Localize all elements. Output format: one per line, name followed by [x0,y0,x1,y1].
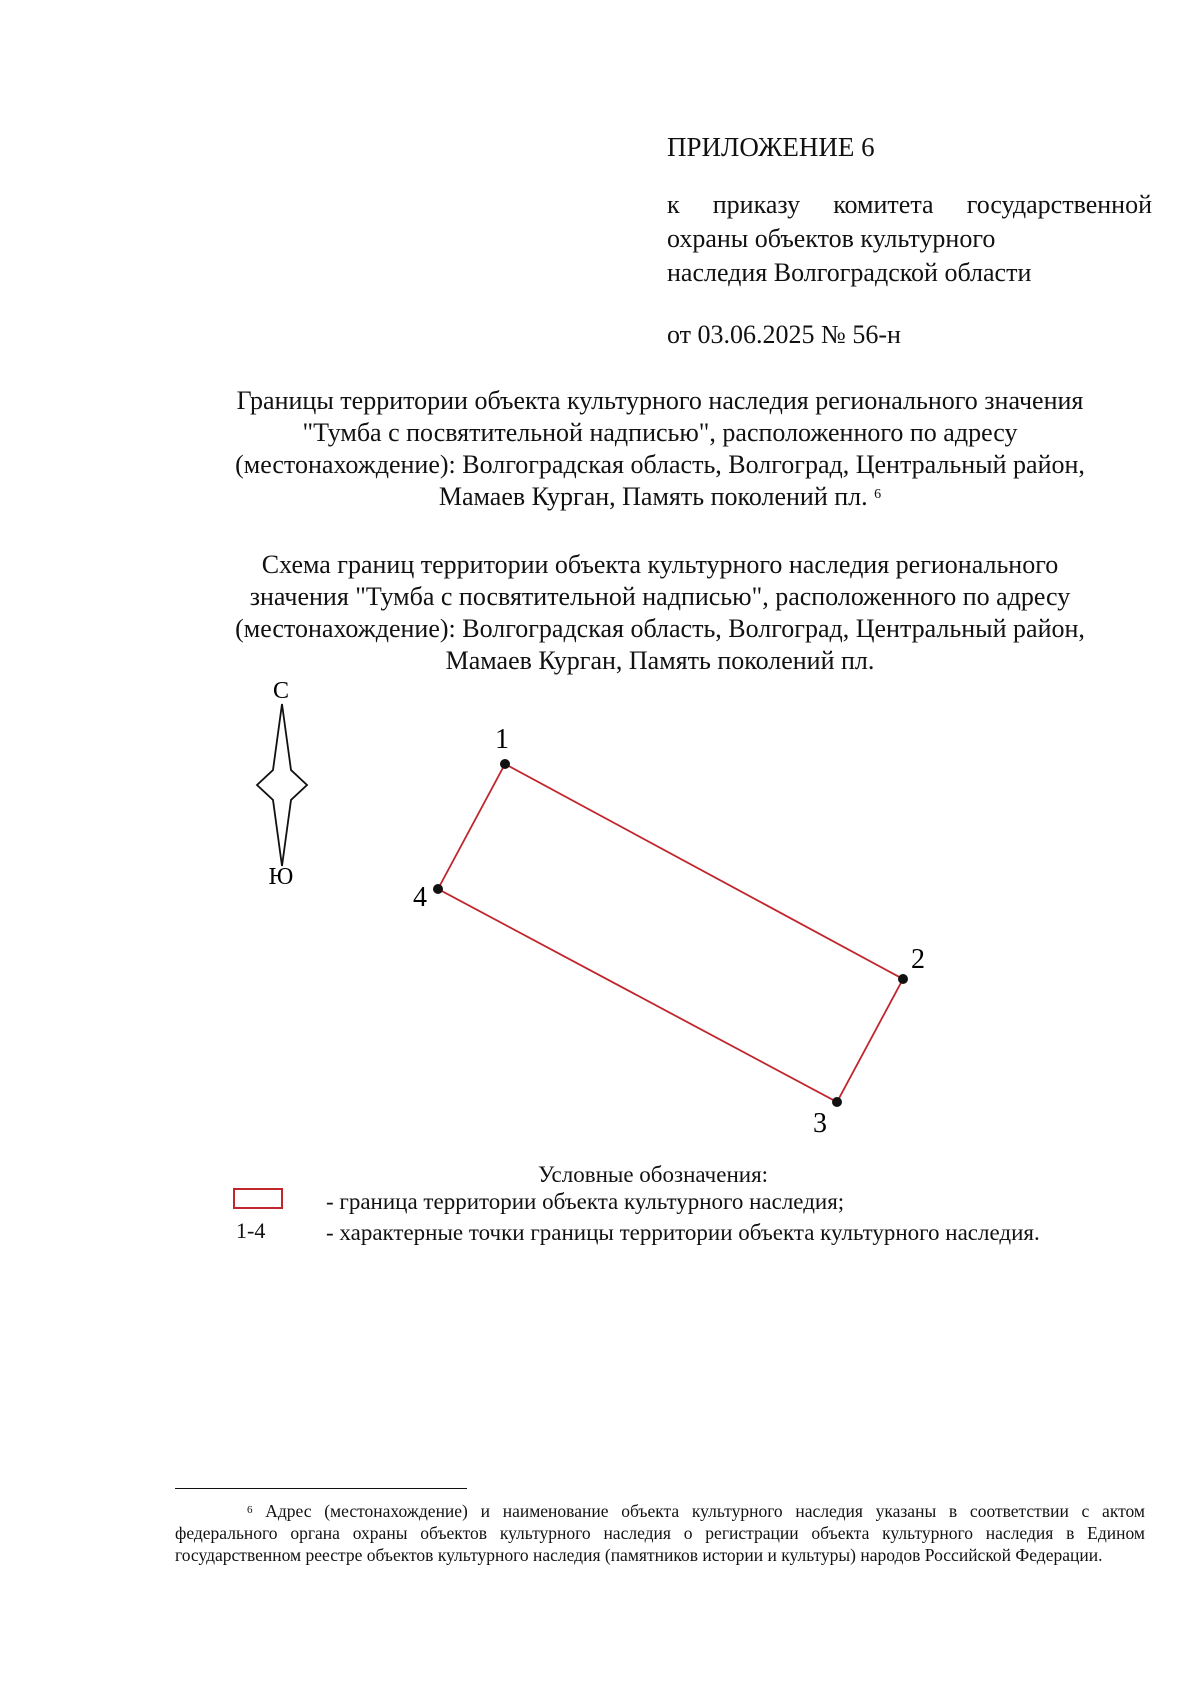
boundary-point-2 [898,974,908,984]
order-line-1: к приказу комитета государственной [667,190,1152,219]
boundaries-title-line-1: Границы территории объекта культурного наследия регионального значения [236,386,1084,415]
scheme-title-line-2: значения "Тумба с посвятительной надписью", расположенного по адресу [249,582,1071,611]
boundary-point-1 [500,759,510,769]
point-label-1: 1 [495,724,509,755]
boundary-point-4 [433,884,443,894]
boundary-polygon [438,764,903,1102]
compass-south-label: Ю [268,864,294,890]
order-line-3: наследия Волгоградской области [667,258,1032,287]
scheme-title-line-1: Схема границ территории объекта культурного наследия регионального [261,550,1059,579]
appendix-number: ПРИЛОЖЕНИЕ 6 [667,132,875,162]
legend-points-text: - характерные точки границы территории объекта культурного наследия. [326,1220,1040,1245]
footnote-reference[interactable]: 6 [874,487,882,502]
point-label-4: 4 [413,882,427,913]
point-label-2: 2 [911,944,925,975]
scheme-title-line-4: Мамаев Курган, Память поколений пл. [445,646,875,675]
compass-rose-icon [257,678,307,890]
boundary-point-3 [832,1097,842,1107]
point-label-3: 3 [813,1108,827,1139]
legend-boundary-text: - граница территории объекта культурного наследия; [326,1189,845,1214]
boundaries-title-line-2: "Тумба с посвятительной надписью", расположенного по адресу [302,418,1018,447]
scheme-title-line-3: (местонахождение): Волгоградская область, Волгоград, Центральный район, [235,614,1085,643]
boundaries-title-line-3: (местонахождение): Волгоградская область, Волгоград, Центральный район, [235,450,1085,479]
legend-title: Условные обозначения: [538,1162,769,1187]
footnote-divider [175,1488,467,1489]
order-date: от 03.06.2025 № 56-н [667,320,901,349]
order-line-2: охраны объектов культурного [667,224,996,253]
boundaries-title-line-4-text: Мамаев Курган, Память поколений пл. [438,482,868,511]
legend-points-symbol: 1-4 [236,1218,266,1243]
compass-north-label: С [272,678,290,704]
legend-boundary-swatch [233,1188,283,1209]
footnote-text: Адрес (местонахождение) и наименование объекта культурного наследия указаны в соответствии с актом федерального органа охраны объектов культурного наследия о регистрации объекта культурного наследия в Едином государственном реестре объектов культурного наследия (памятников истории и культуры) народов Российской Федерации. [175,1501,1145,1565]
footnote [175,1500,1145,1566]
footnote-number: 6 [247,1504,253,1516]
